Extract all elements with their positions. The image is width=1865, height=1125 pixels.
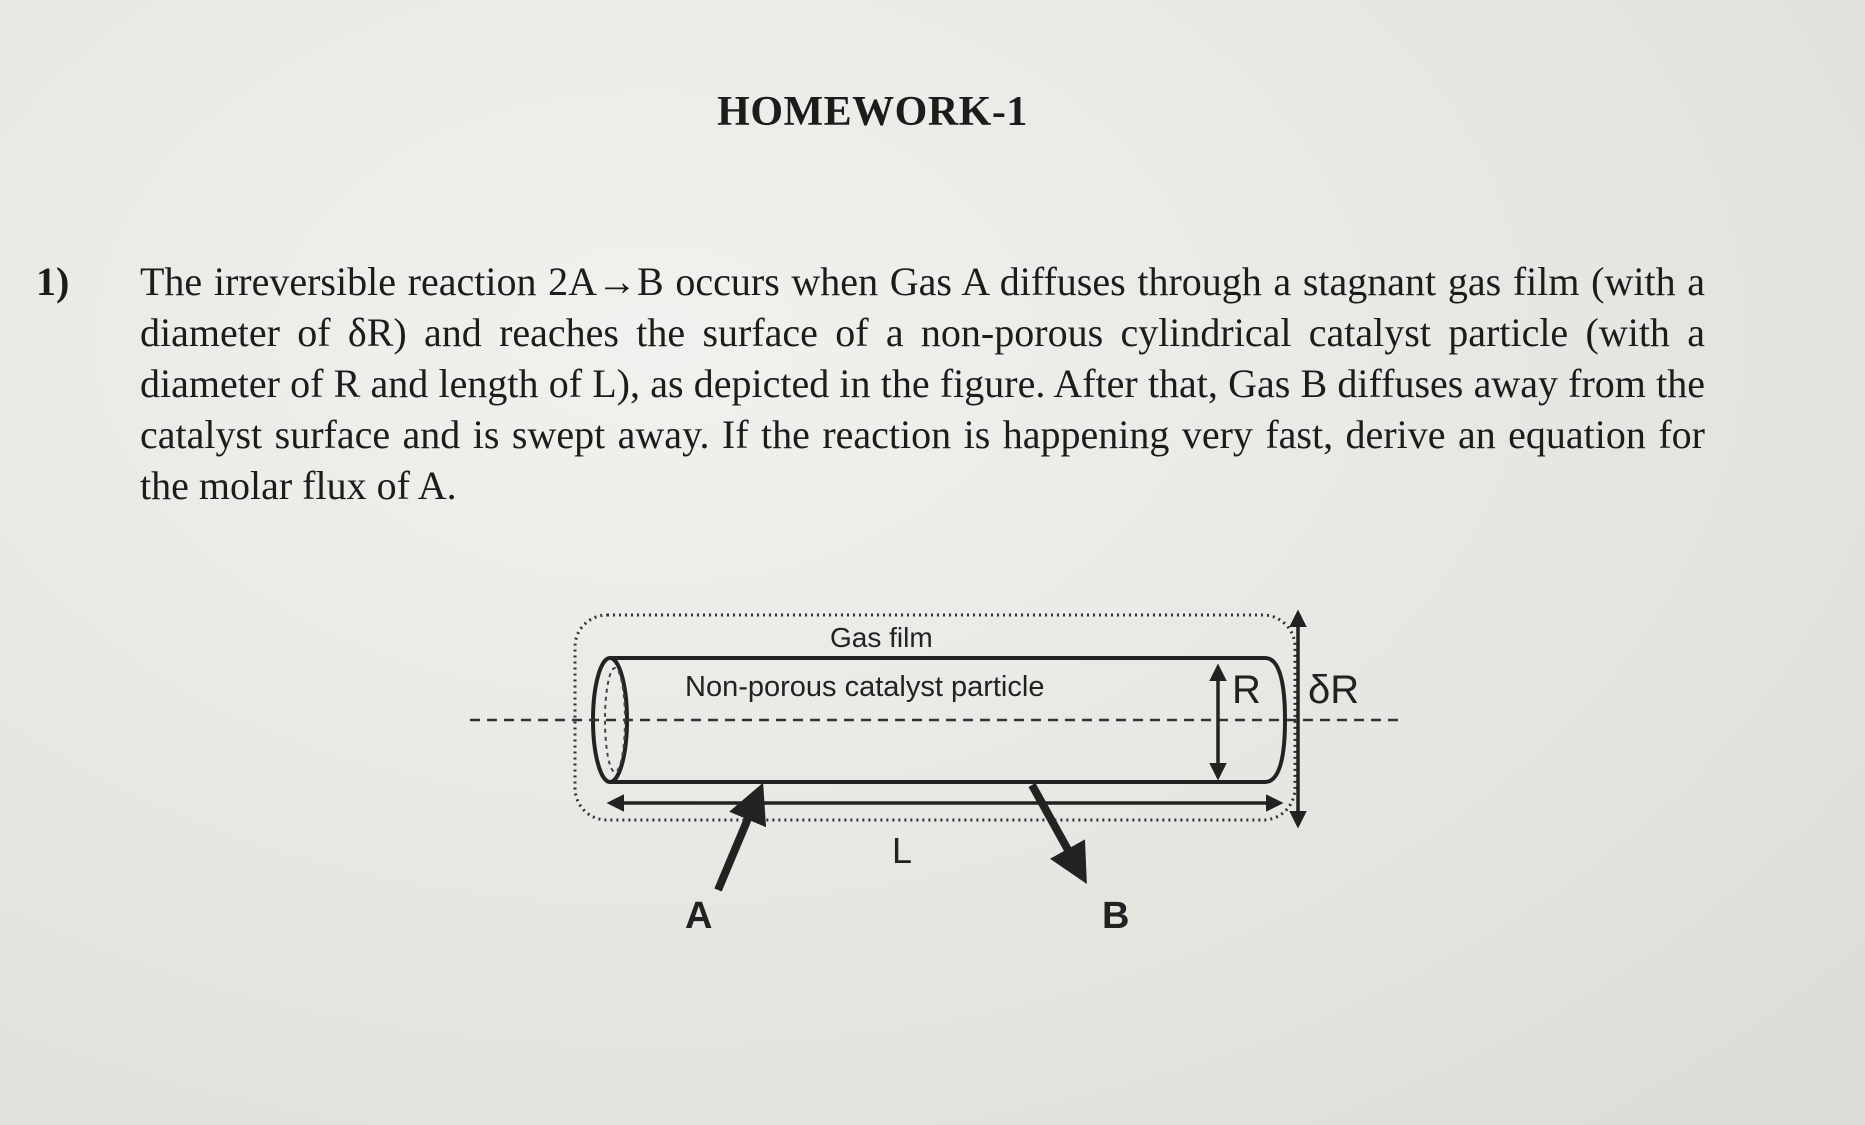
radius-label: R: [1232, 668, 1261, 712]
catalyst-particle-label: Non-porous catalyst particle: [685, 671, 1045, 703]
question-text: The irreversible reaction 2A→B occurs when Gas A diffuses through a stagnant gas film (with a diameter of δR) and reaches the surface of a non-porous cylindrical catalyst particle (with a diameter of R and length of L), as depicted in the figure. After that, Gas B diffuses away from the catalyst surface and is swept away. If the reaction is happening very fast, derive an equation for the molar flux of A.: [140, 259, 1705, 508]
page-title: HOMEWORK-1: [717, 89, 1028, 135]
question-number: 1): [36, 259, 70, 304]
reactant-label: A: [685, 895, 713, 937]
catalyst-diagram: [460, 595, 1400, 955]
length-label: L: [892, 830, 913, 871]
product-label: B: [1102, 895, 1130, 937]
gas-film-boundary: [575, 615, 1295, 820]
gas-film-label: Gas film: [830, 622, 933, 653]
film-thickness-label: δR: [1308, 668, 1360, 712]
product-arrow: [1032, 785, 1083, 877]
reactant-arrow: [718, 790, 760, 890]
